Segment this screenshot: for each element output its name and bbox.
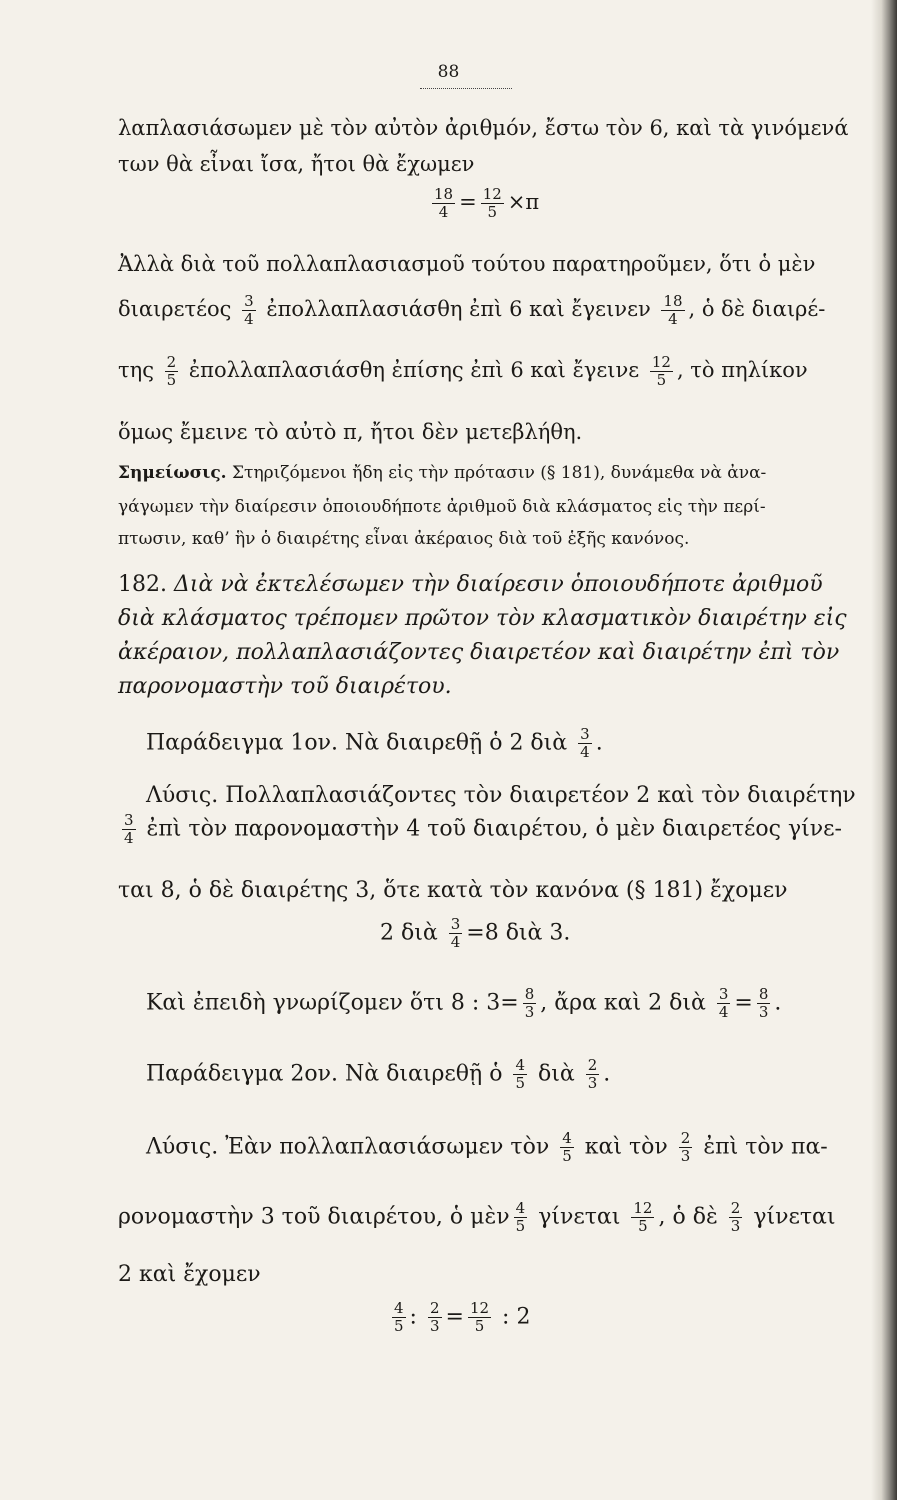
p1-line-4: διαιρετέος $\frac{3}{4}$ ἐπολλαπλασιάσθη ἐπὶ 6 καὶ ἔγεινεν $\frac{18}{4}$ , ὁ δὲ διαιρέ- [118, 292, 826, 328]
page-edge-shadow [871, 0, 897, 1500]
section-number: 182. [118, 572, 167, 597]
p1-line-1: λαπλασιάσωμεν μὲ τὸν αὐτὸν ἀριθμόν, ἔστω τὸν 6, καὶ τὰ γινόμενά [118, 116, 849, 140]
fraction: $\frac{2}{5}$ [166, 353, 177, 389]
fraction: $\frac{4}{5}$ [515, 1199, 526, 1235]
example-2-equation: $\frac{4}{5}$ : $\frac{2}{3}$ = $\frac{12}{5}$ : 2 [394, 1299, 531, 1335]
fraction: $\frac{2}{3}$ [587, 1056, 598, 1092]
example-2-solution-line-3: 2 καὶ ἔχομεν [118, 1262, 261, 1287]
example-1-solution-line-2: $\frac{3}{4}$ ἐπὶ τὸν παρονομαστὴν 4 τοῦ διαιρέτου, ὁ μὲν διαιρετέος γίνε- [124, 811, 842, 847]
fraction: $\frac{4}{5}$ [394, 1299, 404, 1335]
example-1-title: Παράδειγμα 1ον. Νὰ διαιρεθῇ ὁ 2 διὰ $\frac{3}{4}$ . [146, 725, 603, 761]
note-line-1: Σημείωσις. Στηριζόμενοι ἤδη εἰς τὴν πρότασιν (§ 181), δυνάμεθα νὰ ἀνα- [118, 463, 767, 483]
fraction: $\frac{2}{3}$ [730, 1199, 741, 1235]
example-2-solution-line-2: ρονομαστὴν 3 τοῦ διαιρέτου, ὁ μὲν $\frac{4}{5}$ γίνεται $\frac{12}{5}$ , ὁ δὲ $\frac{2}{3}$ γίνεται [118, 1199, 836, 1235]
fraction: $\frac{4}{5}$ [562, 1129, 572, 1165]
note-line-2: γάγωμεν τὴν διαίρεσιν ὁποιουδήποτε ἀριθμοῦ διὰ κλάσματος εἰς τὴν περί- [118, 497, 766, 517]
rule-line-3: ἀκέραιον, πολλαπλασιάζοντες διαιρετέον καὶ διαιρέτην ἐπὶ τὸν [118, 640, 840, 665]
page-number-rule [420, 88, 512, 89]
rule-line-4: παρονομαστὴν τοῦ διαιρέτου. [118, 674, 452, 699]
example-2-solution-line-1: Λύσις. Ἐὰν πολλαπλασιάσωμεν τὸν $\frac{4}{5}$ καὶ τὸν $\frac{2}{3}$ ἐπὶ τὸν πα- [146, 1129, 828, 1165]
p1-line-3: Ἀλλὰ διὰ τοῦ πολλαπλασιασμοῦ τούτου παρατηροῦμεν, ὅτι ὁ μὲν [118, 252, 816, 276]
fraction: $\frac{8}{3}$ [524, 985, 535, 1021]
fraction: $\frac{2}{3}$ [429, 1299, 440, 1335]
rule-line-2: διὰ κλάσματος τρέπομεν πρῶτον τὸν κλασματικὸν διαιρέτην εἰς [118, 606, 847, 631]
example-1-equation: 2 διὰ $\frac{3}{4}$ =8 διὰ 3. [380, 915, 571, 951]
fraction: $\frac{18}{4}$ [434, 185, 454, 221]
example-2-title: Παράδειγμα 2ον. Νὰ διαιρεθῇ ὁ $\frac{4}{5}$ διὰ $\frac{2}{3}$ . [146, 1056, 611, 1092]
example-1-conclusion: Καὶ ἐπειδὴ γνωρίζομεν ὅτι 8 : 3= $\frac{8}{3}$ , ἄρα καὶ 2 διὰ $\frac{3}{4}$ = $\frac{8}{3}$ . [146, 985, 782, 1021]
fraction: $\frac{3}{4}$ [124, 811, 134, 847]
page-number: 88 [437, 62, 460, 82]
rule-line-1: 182. Διὰ νὰ ἐκτελέσωμεν τὴν διαίρεσιν ὁποιουδήποτε ἀριθμοῦ [118, 572, 823, 597]
equation-1: $\frac{18}{4}$ = $\frac{12}{5}$ ×π [434, 185, 540, 221]
fraction: $\frac{4}{5}$ [515, 1056, 525, 1092]
fraction: $\frac{8}{3}$ [758, 985, 769, 1021]
fraction: $\frac{12}{5}$ [469, 1299, 490, 1335]
fraction: $\frac{12}{5}$ [633, 1199, 653, 1235]
fraction: $\frac{3}{4}$ [244, 292, 254, 328]
fraction: $\frac{12}{5}$ [482, 185, 502, 221]
fraction: $\frac{3}{4}$ [580, 725, 590, 761]
note-line-3: πτωσιν, καθ’ ἣν ὁ διαιρέτης εἶναι ἀκέραιος διὰ τοῦ ἑξῆς κανόνος. [118, 529, 690, 549]
p1-line-2: των θὰ εἶναι ἴσα, ἤτοι θὰ ἔχωμεν [118, 152, 475, 176]
example-1-solution-line-1: Λύσις. Πολλαπλασιάζοντες τὸν διαιρετέον 2 καὶ τὸν διαιρέτην [146, 783, 856, 808]
fraction: $\frac{2}{3}$ [680, 1129, 691, 1165]
fraction: $\frac{18}{4}$ [663, 292, 683, 328]
note-label: Σημείωσις. [118, 463, 227, 483]
fraction: $\frac{12}{5}$ [651, 353, 671, 389]
p1-line-5: της $\frac{2}{5}$ ἐπολλαπλασιάσθη ἐπίσης ἐπὶ 6 καὶ ἔγεινε $\frac{12}{5}$ , τὸ πηλίκον [118, 353, 808, 389]
example-1-solution-line-3: ται 8, ὁ δὲ διαιρέτης 3, ὅτε κατὰ τὸν κανόνα (§ 181) ἔχομεν [118, 878, 788, 903]
fraction: $\frac{3}{4}$ [450, 915, 461, 951]
p1-line-6: ὅμως ἔμεινε τὸ αὐτὸ π, ἤτοι δὲν μετεβλήθη. [118, 420, 583, 444]
fraction: $\frac{3}{4}$ [718, 985, 729, 1021]
